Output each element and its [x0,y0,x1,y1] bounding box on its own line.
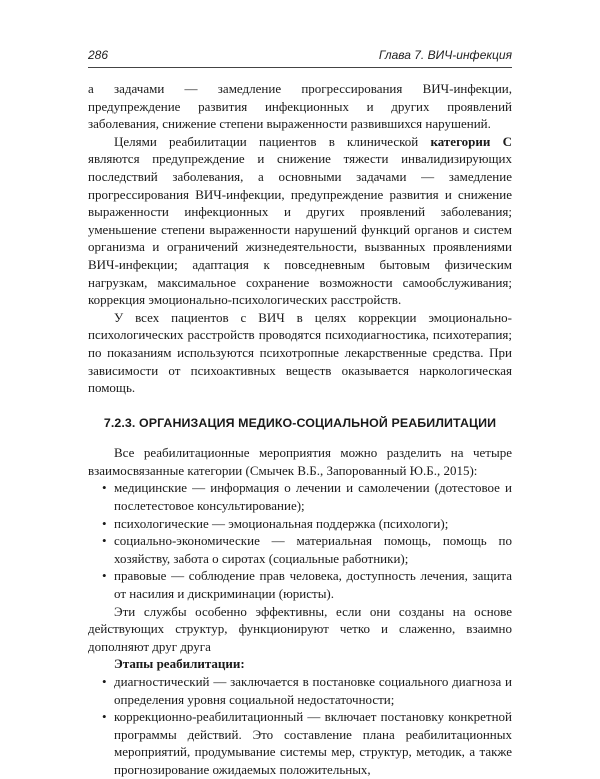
list-item: • диагностический — заключается в постановке социального диагноза и определения уровня социальной недостаточности; [102,674,512,707]
paragraph-psychological: У всех пациентов с ВИЧ в целях коррекции эмоционально-психологических расстройств проводятся психодиагностика, психотерапия; по показаниям используются психотропные лекарственные средства. При зависимости от психоактивных веществ оказывается наркологическая помощь. [88,309,512,396]
stages-list [88,673,512,779]
category-c-term: категории С [430,133,512,149]
stages-heading: Этапы реабилитации: [114,656,245,672]
page-body [88,80,512,779]
bullet-icon: • [102,674,107,689]
section-heading: 7.2.3. ОРГАНИЗАЦИЯ МЕДИКО-СОЦИАЛЬНОЙ РЕАБИЛИТАЦИИ [103,415,497,430]
bullet-icon: • [102,568,107,584]
list-item: • социально-экономические — материальная помощь, помощь по хозяйству, забота о сиротах (социальные работники); [102,533,512,566]
paragraph-continuation: а задачами — замедление прогрессирования ВИЧ-инфекции, предупреждение развития инфекционных и других проявлений заболевания, снижение степени выраженности развившихся нарушений. [88,81,512,132]
bullet-icon: • [102,533,107,549]
list-item: • медицинские — информация о лечении и самолечении (дотестовое и послетестовое консультирование); [102,480,512,514]
page-number: 286 [88,48,109,62]
list-item: • коррекционно-реабилитационный — включает постановку конкретной программы действий. Это составление плана реабилитационных мероприятий, продумывание системы мер, структур, методик, а также прогнозирование ожидаемых положительных, [102,709,512,777]
section-intro: Все реабилитационные мероприятия можно разделить на четыре взаимосвязанные категории (Смычек В.Б., Запорованный Ю.Б., 2015): [88,445,512,478]
bullet-icon: • [102,515,107,531]
categories-list [88,479,512,602]
bullet-icon: • [102,709,107,725]
list-item: • правовые — соблюдение прав человека, доступность лечения, защита от насилия и дискриминации (юристы). [102,568,512,602]
chapter-title: Глава 7. ВИЧ-инфекция [378,48,512,62]
paragraph-category-c [88,133,512,309]
running-header [88,48,512,62]
bullet-icon: • [102,480,107,496]
list-item: • психологические — эмоциональная поддержка (психологи); [102,515,449,531]
services-paragraph: Эти службы особенно эффективны, если они созданы на основе действующих структур, функционируют четко и слаженно, взаимно дополняют друг друга [88,603,512,654]
paragraph-text: Целями реабилитации пациентов в клинической [114,133,431,149]
paragraph-text: являются предупреждение и снижение тяжести инвалидизирующих последствий заболевания, а основными задачами — замедление прогрессирования ВИЧ-инфекции, предупреждение развития и снижение выраженности инфекционных и других проявлений заболевания; уменьшение степени выраженности нарушений функций органов и систем организма и ограничений жизнедеятельности, вызванных проявлениями ВИЧ-инфекции; адаптация к повседневным бытовым физическим нагрузкам, максимальное сохранение возможности самообслуживания; коррекция эмоционально-психологических расстройств. [88,151,512,308]
header-divider [88,67,512,68]
